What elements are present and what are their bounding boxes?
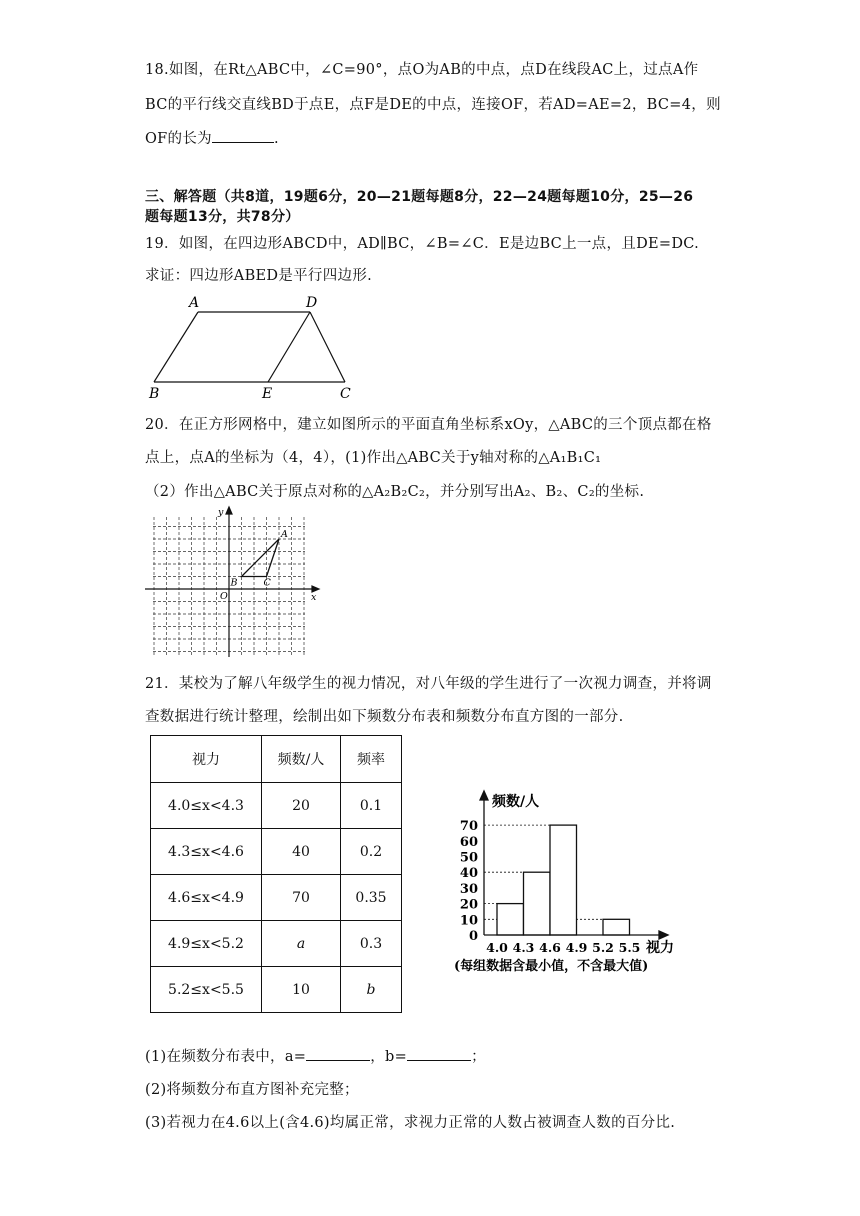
- count-cell: a: [262, 921, 341, 967]
- rate-cell: b: [341, 967, 402, 1013]
- coordinate-grid-figure: [145, 505, 325, 660]
- frequency-histogram: [440, 788, 710, 978]
- answer-blank-b: [407, 1046, 471, 1061]
- sub1-text: (1)在频数分布表中，a=: [145, 1049, 307, 1065]
- range-cell: 5.2≤x<5.5: [151, 967, 262, 1013]
- q18-line3-text: OF的长为: [145, 131, 212, 147]
- header-cell: 频率: [341, 736, 402, 783]
- x-tick-label: 5.5: [618, 940, 641, 955]
- label-x: x: [311, 592, 317, 603]
- q20-line1: 20．在正方形网格中，建立如图所示的平面直角坐标系xOy，△ABC的三个顶点都在格: [145, 417, 712, 433]
- section-title-line2: 题每题13分，共78分）: [145, 209, 300, 225]
- triangle-ABC: [242, 539, 280, 577]
- hist-ylabel: 频数/人: [492, 794, 540, 810]
- rate-cell: 0.1: [341, 783, 402, 829]
- q21-sub1: [145, 1045, 486, 1066]
- rate-cell: 0.2: [341, 829, 402, 875]
- label-C: C: [340, 386, 351, 402]
- histogram-bar: [550, 825, 577, 935]
- sub1-end: ；: [471, 1049, 486, 1065]
- q21-sub2: (2)将频数分布直方图补充完整；: [145, 1082, 359, 1098]
- q18-line2: BC的平行线交直线BD于点E，点F是DE的中点，连接OF，若AD=AE=2，BC=4，则: [145, 97, 721, 113]
- table-row: [151, 829, 402, 875]
- q18-period: .: [273, 131, 279, 147]
- label-A: A: [281, 529, 288, 540]
- label-E: E: [262, 386, 273, 402]
- y-tick-label: 10: [459, 913, 478, 929]
- histogram-bar: [524, 872, 551, 935]
- range-cell: 4.3≤x<4.6: [151, 829, 262, 875]
- label-y: y: [218, 507, 224, 518]
- hist-note: (每组数据含最小值，不含最大值): [454, 959, 649, 974]
- y-tick-label: 50: [459, 850, 478, 866]
- label-B: B: [149, 386, 160, 402]
- x-tick-label: 4.0: [486, 940, 508, 955]
- q18-line1: 18.如图，在Rt△ABC中，∠C=90°，点O为AB的中点，点D在线段AC上，过点A作: [145, 62, 699, 78]
- label-O: O: [220, 591, 228, 602]
- sub1-mid: ，b=: [370, 1049, 408, 1065]
- count-cell: 70: [262, 875, 341, 921]
- frequency-table: [150, 735, 402, 1013]
- histogram-bar: [603, 919, 630, 935]
- hist-y-arrow: [480, 791, 488, 800]
- rate-cell: 0.3: [341, 921, 402, 967]
- histogram-bar: [497, 904, 524, 935]
- rate-cell: 0.35: [341, 875, 402, 921]
- q19-line1: 19．如图，在四边形ABCD中，AD∥BC，∠B=∠C．E是边BC上一点，且DE=DC.: [145, 236, 700, 252]
- table-row: [151, 921, 402, 967]
- q21-sub3: (3)若视力在4.6以上(含4.6)均属正常，求视力正常的人数占被调查人数的百分比.: [145, 1115, 676, 1131]
- x-tick-label: 5.2: [592, 940, 614, 955]
- q20-line2: 点上，点A的坐标为（4，4），(1)作出△ABC关于y轴对称的△A₁B₁C₁: [145, 450, 602, 466]
- y-tick-label: 0: [468, 929, 478, 944]
- segment-DE: [268, 312, 310, 382]
- y-tick-label: 40: [459, 866, 478, 882]
- label-D: D: [306, 295, 318, 311]
- answer-blank: [212, 128, 274, 143]
- x-tick-label: 4.9: [565, 940, 588, 955]
- count-cell: 20: [262, 783, 341, 829]
- segment-DC: [310, 312, 345, 382]
- count-cell: 40: [262, 829, 341, 875]
- q19-figure: [140, 292, 370, 402]
- q21-line2: 查数据进行统计整理，绘制出如下频数分布表和频数分布直方图的一部分.: [145, 709, 624, 725]
- header-cell: 频数/人: [262, 736, 341, 783]
- table-row: [151, 783, 402, 829]
- section-title-line1: 三、解答题（共8道，19题6分，20—21题每题8分，22—24题每题10分，25—26: [145, 189, 694, 205]
- count-cell: 10: [262, 967, 341, 1013]
- range-cell: 4.0≤x<4.3: [151, 783, 262, 829]
- y-tick-label: 30: [459, 881, 478, 897]
- label-B: B: [230, 577, 238, 589]
- hist-x-arrow: [659, 931, 668, 939]
- y-tick-label: 60: [459, 834, 478, 850]
- range-cell: 4.9≤x<5.2: [151, 921, 262, 967]
- x-tick-label: 4.6: [539, 940, 561, 955]
- q20-line3: （2）作出△ABC关于原点对称的△A₂B₂C₂，并分别写出A₂、B₂、C₂的坐标.: [145, 484, 645, 500]
- table-row: [151, 967, 402, 1013]
- table-header-row: [151, 736, 402, 783]
- header-cell: 视力: [151, 736, 262, 783]
- q18-line3: [145, 127, 279, 148]
- label-A: A: [189, 295, 200, 311]
- y-axis-arrow: [226, 507, 232, 514]
- y-tick-label: 70: [459, 819, 478, 835]
- label-C: C: [263, 577, 271, 589]
- range-cell: 4.6≤x<4.9: [151, 875, 262, 921]
- q21-line1: 21．某校为了解八年级学生的视力情况，对八年级的学生进行了一次视力调查，并将调: [145, 676, 712, 692]
- x-tick-label: 4.3: [512, 940, 535, 955]
- segment-AB: [154, 312, 198, 382]
- hist-xlabel: 视力: [646, 940, 674, 956]
- table-row: [151, 875, 402, 921]
- answer-blank-a: [306, 1046, 370, 1061]
- q19-line2: 求证：四边形ABED是平行四边形.: [145, 268, 373, 284]
- y-tick-label: 20: [459, 897, 478, 913]
